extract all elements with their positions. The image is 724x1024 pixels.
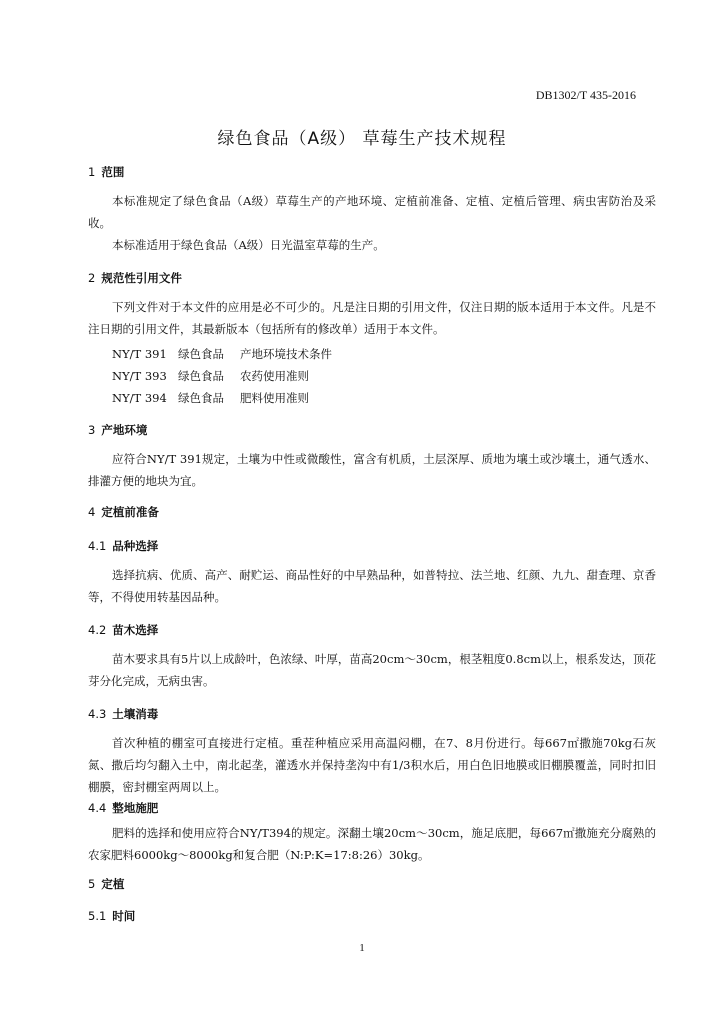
section-title: 规范性引用文件 <box>101 271 182 285</box>
paragraph: 首次种植的棚室可直接进行定植。重茬种植应采用高温闷棚，在7、8月份进行。每667㎡撒施70kg石灰氮、撒后均匀翻入土中，南北起垄，灌透水并保持垄沟中有1/3积水后，用白色旧地膜或旧棚膜覆盖，同时扣旧棚膜，密封棚室两周以上。 <box>88 736 656 794</box>
section-heading-3 <box>88 422 147 438</box>
paragraph: 应符合NY/T 391规定，土壤为中性或微酸性，富含有机质，土层深厚、质地为壤土或沙壤土，通气透水、排灌方便的地块为宜。 <box>88 452 656 488</box>
reference-category: 绿色食品 <box>178 369 224 383</box>
section-number: 2 <box>88 271 96 285</box>
paragraph: 苗木要求具有5片以上成龄叶，色浓绿、叶厚，苗高20cm～30cm，根茎粗度0.8cm以上，根系发达，顶花芽分化完成，无病虫害。 <box>88 652 656 688</box>
section-heading-4-2 <box>88 622 158 638</box>
paragraph: 肥料的选择和使用应符合NY/T394的规定。深翻土壤20cm～30cm，施足底肥，每667㎡撒施充分腐熟的农家肥料6000kg～8000kg和复合肥（N:P:K=17:8:26）30kg。 <box>88 826 656 862</box>
section-title: 范围 <box>101 165 125 179</box>
paragraph: 本标准规定了绿色食品（A级）草莓生产的产地环境、定植前准备、定植、定植后管理、病虫害防治及采收。 <box>88 194 656 230</box>
section-title: 时间 <box>112 909 136 923</box>
reference-category: 绿色食品 <box>178 347 224 361</box>
section-heading-4 <box>88 504 159 520</box>
section-heading-5 <box>88 876 124 892</box>
section-number: 4.1 <box>88 539 107 553</box>
section-title: 土壤消毒 <box>112 707 159 721</box>
section-title: 整地施肥 <box>112 801 159 815</box>
section-title: 苗木选择 <box>112 623 159 637</box>
section-number: 5.1 <box>88 909 107 923</box>
reference-item <box>112 346 332 362</box>
section-number: 3 <box>88 423 96 437</box>
reference-category: 绿色食品 <box>178 391 224 405</box>
paragraph: 选择抗病、优质、高产、耐贮运、商品性好的中早熟品种，如普特拉、法兰地、红颜、九九、甜查理、京香等，不得使用转基因品种。 <box>88 568 656 604</box>
reference-name: 农药使用准则 <box>240 369 309 383</box>
section-number: 4.2 <box>88 623 107 637</box>
reference-code: NY/T 393 <box>112 369 167 383</box>
reference-item <box>112 368 309 384</box>
paragraph: 本标准适用于绿色食品（A级）日光温室草莓的生产。 <box>112 238 385 252</box>
section-number: 4.4 <box>88 801 107 815</box>
section-number: 5 <box>88 877 96 891</box>
section-heading-2 <box>88 270 182 286</box>
section-number: 4.3 <box>88 707 107 721</box>
section-heading-4-1 <box>88 538 158 554</box>
section-title: 定植 <box>101 877 125 891</box>
document-title: 绿色食品（A级） 草莓生产技术规程 <box>217 129 507 149</box>
section-heading-5-1 <box>88 908 135 924</box>
section-number: 1 <box>88 165 96 179</box>
reference-code: NY/T 394 <box>112 391 167 405</box>
section-title: 定植前准备 <box>101 505 159 519</box>
section-title: 品种选择 <box>112 539 159 553</box>
section-title: 产地环境 <box>101 423 148 437</box>
section-heading-4-3 <box>88 706 158 722</box>
reference-name: 肥料使用准则 <box>240 391 309 405</box>
section-heading-1 <box>88 164 124 180</box>
document-code: DB1302/T 435-2016 <box>535 88 636 102</box>
section-heading-4-4 <box>88 800 158 816</box>
reference-item <box>112 390 309 406</box>
page-number: 1 <box>359 942 365 954</box>
paragraph: 下列文件对于本文件的应用是必不可少的。凡是注日期的引用文件，仅注日期的版本适用于本文件。凡是不注日期的引用文件，其最新版本（包括所有的修改单）适用于本文件。 <box>88 300 656 336</box>
reference-name: 产地环境技术条件 <box>240 347 332 361</box>
reference-code: NY/T 391 <box>112 347 167 361</box>
section-number: 4 <box>88 505 96 519</box>
